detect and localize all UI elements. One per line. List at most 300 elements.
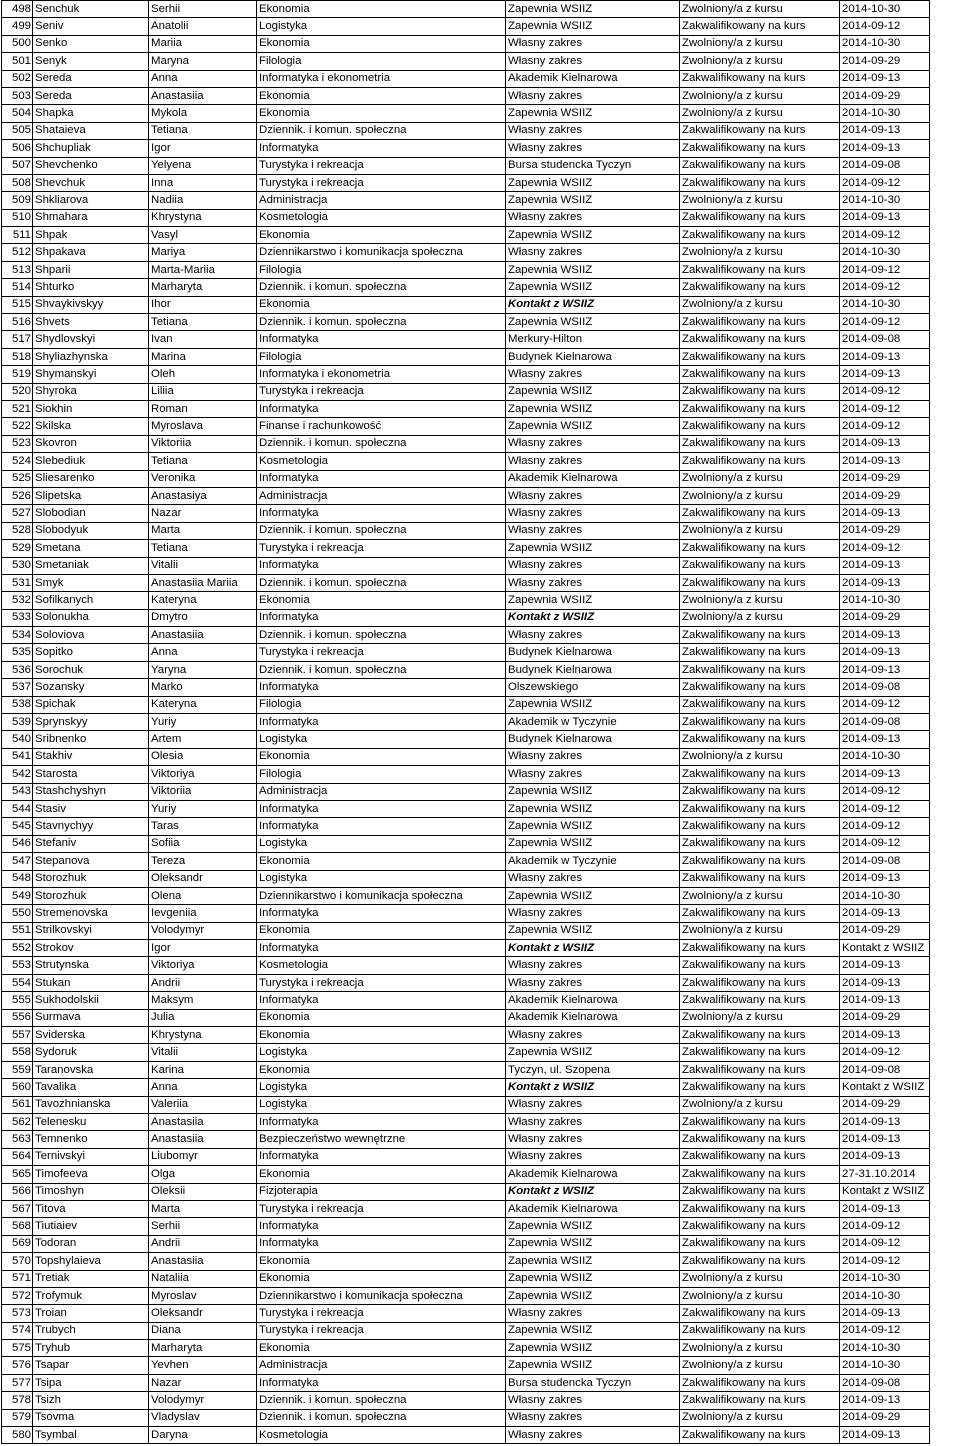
row-number-cell[interactable]: 537 — [2, 679, 33, 696]
field-of-study-cell[interactable]: Informatyka i ekonometria — [257, 366, 506, 383]
status-cell[interactable]: Zwolniony/a z kursu — [680, 1, 840, 18]
surname-cell[interactable]: Shturko — [33, 279, 149, 296]
field-of-study-cell[interactable]: Dziennikarstwo i komunikacja społeczna — [257, 887, 506, 904]
field-of-study-cell[interactable]: Turystyka i rekreacja — [257, 174, 506, 191]
row-number-cell[interactable]: 574 — [2, 1322, 33, 1339]
field-of-study-cell[interactable]: Informatyka — [257, 331, 506, 348]
field-of-study-cell[interactable]: Turystyka i rekreacja — [257, 644, 506, 661]
field-of-study-cell[interactable]: Ekonomia — [257, 105, 506, 122]
first-name-cell[interactable]: Nazar — [149, 505, 257, 522]
row-number-cell[interactable]: 555 — [2, 992, 33, 1009]
row-number-cell[interactable]: 561 — [2, 1096, 33, 1113]
surname-cell[interactable]: Soloviova — [33, 627, 149, 644]
surname-cell[interactable]: Timofeeva — [33, 1166, 149, 1183]
first-name-cell[interactable]: Ievgeniia — [149, 905, 257, 922]
field-of-study-cell[interactable]: Filologia — [257, 348, 506, 365]
accommodation-cell[interactable]: Zapewnia WSIIZ — [506, 696, 680, 713]
accommodation-cell[interactable]: Własny zakres — [506, 1027, 680, 1044]
field-of-study-cell[interactable]: Informatyka — [257, 609, 506, 626]
date-cell[interactable]: Kontakt z WSIIZ — [840, 1079, 930, 1096]
date-cell[interactable]: 2014-09-29 — [840, 1096, 930, 1113]
field-of-study-cell[interactable]: Ekonomia — [257, 1, 506, 18]
first-name-cell[interactable]: Marta-Mariia — [149, 261, 257, 278]
surname-cell[interactable]: Shapka — [33, 105, 149, 122]
accommodation-cell[interactable]: Budynek Kielnarowa — [506, 661, 680, 678]
accommodation-cell[interactable]: Własny zakres — [506, 1114, 680, 1131]
surname-cell[interactable]: Smyk — [33, 574, 149, 591]
first-name-cell[interactable]: Marko — [149, 679, 257, 696]
status-cell[interactable]: Zakwalifikowany na kurs — [680, 331, 840, 348]
accommodation-cell[interactable]: Zapewnia WSIIZ — [506, 592, 680, 609]
accommodation-cell[interactable]: Zapewnia WSIIZ — [506, 400, 680, 417]
row-number-cell[interactable]: 499 — [2, 18, 33, 35]
row-number-cell[interactable]: 532 — [2, 592, 33, 609]
surname-cell[interactable]: Shparii — [33, 261, 149, 278]
surname-cell[interactable]: Tavalika — [33, 1079, 149, 1096]
accommodation-cell[interactable]: Zapewnia WSIIZ — [506, 227, 680, 244]
accommodation-cell[interactable]: Kontakt z WSIIZ — [506, 609, 680, 626]
row-number-cell[interactable]: 573 — [2, 1305, 33, 1322]
field-of-study-cell[interactable]: Ekonomia — [257, 227, 506, 244]
accommodation-cell[interactable]: Własny zakres — [506, 522, 680, 539]
surname-cell[interactable]: Skilska — [33, 418, 149, 435]
first-name-cell[interactable]: Viktoriya — [149, 766, 257, 783]
date-cell[interactable]: 2014-10-30 — [840, 192, 930, 209]
field-of-study-cell[interactable]: Bezpieczeństwo wewnętrzne — [257, 1131, 506, 1148]
first-name-cell[interactable]: Tetiana — [149, 453, 257, 470]
accommodation-cell[interactable]: Akademik w Tyczynie — [506, 714, 680, 731]
date-cell[interactable]: 2014-10-30 — [840, 296, 930, 313]
row-number-cell[interactable]: 553 — [2, 957, 33, 974]
field-of-study-cell[interactable]: Turystyka i rekreacja — [257, 1200, 506, 1217]
surname-cell[interactable]: Shyliazhynska — [33, 348, 149, 365]
date-cell[interactable]: 2014-09-13 — [840, 435, 930, 452]
first-name-cell[interactable]: Marharyta — [149, 1340, 257, 1357]
field-of-study-cell[interactable]: Dziennik. i komun. społeczna — [257, 574, 506, 591]
field-of-study-cell[interactable]: Informatyka — [257, 714, 506, 731]
date-cell[interactable]: 2014-09-13 — [840, 1427, 930, 1444]
status-cell[interactable]: Zwolniony/a z kursu — [680, 1009, 840, 1026]
surname-cell[interactable]: Stavnychyy — [33, 818, 149, 835]
surname-cell[interactable]: Storozhuk — [33, 870, 149, 887]
date-cell[interactable]: 2014-09-12 — [840, 227, 930, 244]
date-cell[interactable]: 2014-09-13 — [840, 1131, 930, 1148]
status-cell[interactable]: Zakwalifikowany na kurs — [680, 835, 840, 852]
accommodation-cell[interactable]: Zapewnia WSIIZ — [506, 1287, 680, 1304]
accommodation-cell[interactable]: Własny zakres — [506, 870, 680, 887]
field-of-study-cell[interactable]: Dziennik. i komun. społeczna — [257, 1409, 506, 1426]
field-of-study-cell[interactable]: Turystyka i rekreacja — [257, 157, 506, 174]
row-number-cell[interactable]: 521 — [2, 400, 33, 417]
surname-cell[interactable]: Strokov — [33, 940, 149, 957]
first-name-cell[interactable]: Volodymyr — [149, 1392, 257, 1409]
first-name-cell[interactable]: Tetiana — [149, 314, 257, 331]
field-of-study-cell[interactable]: Logistyka — [257, 1079, 506, 1096]
row-number-cell[interactable]: 526 — [2, 487, 33, 504]
date-cell[interactable]: 2014-10-30 — [840, 1340, 930, 1357]
accommodation-cell[interactable]: Budynek Kielnarowa — [506, 731, 680, 748]
first-name-cell[interactable]: Myroslava — [149, 418, 257, 435]
accommodation-cell[interactable]: Zapewnia WSIIZ — [506, 783, 680, 800]
row-number-cell[interactable]: 542 — [2, 766, 33, 783]
surname-cell[interactable]: Shkliarova — [33, 192, 149, 209]
status-cell[interactable]: Zwolniony/a z kursu — [680, 748, 840, 765]
field-of-study-cell[interactable]: Dziennik. i komun. społeczna — [257, 1392, 506, 1409]
surname-cell[interactable]: Strilkovskyi — [33, 922, 149, 939]
first-name-cell[interactable]: Julia — [149, 1009, 257, 1026]
first-name-cell[interactable]: Inna — [149, 174, 257, 191]
status-cell[interactable]: Zakwalifikowany na kurs — [680, 1079, 840, 1096]
first-name-cell[interactable]: Yuriy — [149, 800, 257, 817]
surname-cell[interactable]: Sereda — [33, 87, 149, 104]
status-cell[interactable]: Zwolniony/a z kursu — [680, 487, 840, 504]
date-cell[interactable]: 2014-09-13 — [840, 627, 930, 644]
row-number-cell[interactable]: 541 — [2, 748, 33, 765]
surname-cell[interactable]: Surmava — [33, 1009, 149, 1026]
first-name-cell[interactable]: Olena — [149, 887, 257, 904]
field-of-study-cell[interactable]: Logistyka — [257, 18, 506, 35]
first-name-cell[interactable]: Olga — [149, 1166, 257, 1183]
date-cell[interactable]: 2014-09-12 — [840, 174, 930, 191]
surname-cell[interactable]: Tsizh — [33, 1392, 149, 1409]
accommodation-cell[interactable]: Akademik Kielnarowa — [506, 1009, 680, 1026]
first-name-cell[interactable]: Anastasiia Mariia — [149, 574, 257, 591]
surname-cell[interactable]: Sliesarenko — [33, 470, 149, 487]
surname-cell[interactable]: Shevchenko — [33, 157, 149, 174]
field-of-study-cell[interactable]: Ekonomia — [257, 592, 506, 609]
accommodation-cell[interactable]: Budynek Kielnarowa — [506, 644, 680, 661]
field-of-study-cell[interactable]: Informatyka — [257, 470, 506, 487]
row-number-cell[interactable]: 501 — [2, 53, 33, 70]
first-name-cell[interactable]: Kateryna — [149, 592, 257, 609]
accommodation-cell[interactable]: Zapewnia WSIIZ — [506, 1340, 680, 1357]
first-name-cell[interactable]: Khrystyna — [149, 1027, 257, 1044]
first-name-cell[interactable]: Nataliia — [149, 1270, 257, 1287]
date-cell[interactable]: 2014-09-13 — [840, 574, 930, 591]
status-cell[interactable]: Zwolniony/a z kursu — [680, 922, 840, 939]
first-name-cell[interactable]: Oleksandr — [149, 870, 257, 887]
surname-cell[interactable]: Shymanskyi — [33, 366, 149, 383]
row-number-cell[interactable]: 549 — [2, 887, 33, 904]
surname-cell[interactable]: Shchupliak — [33, 140, 149, 157]
field-of-study-cell[interactable]: Informatyka — [257, 1148, 506, 1165]
accommodation-cell[interactable]: Zapewnia WSIIZ — [506, 105, 680, 122]
accommodation-cell[interactable]: Własny zakres — [506, 209, 680, 226]
accommodation-cell[interactable]: Kontakt z WSIIZ — [506, 940, 680, 957]
date-cell[interactable]: 2014-09-08 — [840, 157, 930, 174]
status-cell[interactable]: Zakwalifikowany na kurs — [680, 870, 840, 887]
status-cell[interactable]: Zakwalifikowany na kurs — [680, 557, 840, 574]
surname-cell[interactable]: Stashchyshyn — [33, 783, 149, 800]
date-cell[interactable]: 2014-09-13 — [840, 661, 930, 678]
surname-cell[interactable]: Sviderska — [33, 1027, 149, 1044]
first-name-cell[interactable]: Sofiia — [149, 835, 257, 852]
date-cell[interactable]: 2014-09-12 — [840, 696, 930, 713]
surname-cell[interactable]: Timoshyn — [33, 1183, 149, 1200]
first-name-cell[interactable]: Serhii — [149, 1218, 257, 1235]
first-name-cell[interactable]: Igor — [149, 940, 257, 957]
surname-cell[interactable]: Taranovska — [33, 1061, 149, 1078]
first-name-cell[interactable]: Marta — [149, 522, 257, 539]
field-of-study-cell[interactable]: Informatyka — [257, 1218, 506, 1235]
status-cell[interactable]: Zakwalifikowany na kurs — [680, 400, 840, 417]
surname-cell[interactable]: Sereda — [33, 70, 149, 87]
field-of-study-cell[interactable]: Turystyka i rekreacja — [257, 1322, 506, 1339]
surname-cell[interactable]: Shydlovskyi — [33, 331, 149, 348]
status-cell[interactable]: Zakwalifikowany na kurs — [680, 1027, 840, 1044]
first-name-cell[interactable]: Mykola — [149, 105, 257, 122]
field-of-study-cell[interactable]: Dziennikarstwo i komunikacja społeczna — [257, 244, 506, 261]
field-of-study-cell[interactable]: Informatyka — [257, 992, 506, 1009]
accommodation-cell[interactable]: Zapewnia WSIIZ — [506, 279, 680, 296]
surname-cell[interactable]: Stukan — [33, 974, 149, 991]
status-cell[interactable]: Zakwalifikowany na kurs — [680, 696, 840, 713]
accommodation-cell[interactable]: Akademik Kielnarowa — [506, 470, 680, 487]
row-number-cell[interactable]: 570 — [2, 1253, 33, 1270]
row-number-cell[interactable]: 514 — [2, 279, 33, 296]
row-number-cell[interactable]: 543 — [2, 783, 33, 800]
row-number-cell[interactable]: 508 — [2, 174, 33, 191]
status-cell[interactable]: Zakwalifikowany na kurs — [680, 974, 840, 991]
surname-cell[interactable]: Shpak — [33, 227, 149, 244]
first-name-cell[interactable]: Tereza — [149, 853, 257, 870]
date-cell[interactable]: 2014-09-12 — [840, 261, 930, 278]
status-cell[interactable]: Zakwalifikowany na kurs — [680, 1061, 840, 1078]
first-name-cell[interactable]: Anastasiia — [149, 1253, 257, 1270]
field-of-study-cell[interactable]: Filologia — [257, 53, 506, 70]
date-cell[interactable]: 2014-09-08 — [840, 1061, 930, 1078]
row-number-cell[interactable]: 556 — [2, 1009, 33, 1026]
accommodation-cell[interactable]: Zapewnia WSIIZ — [506, 192, 680, 209]
accommodation-cell[interactable]: Własny zakres — [506, 957, 680, 974]
surname-cell[interactable]: Titova — [33, 1200, 149, 1217]
field-of-study-cell[interactable]: Informatyka — [257, 1114, 506, 1131]
status-cell[interactable]: Zakwalifikowany na kurs — [680, 435, 840, 452]
first-name-cell[interactable]: Marta — [149, 1200, 257, 1217]
surname-cell[interactable]: Tsapar — [33, 1357, 149, 1374]
surname-cell[interactable]: Telenesku — [33, 1114, 149, 1131]
status-cell[interactable]: Zwolniony/a z kursu — [680, 192, 840, 209]
status-cell[interactable]: Zakwalifikowany na kurs — [680, 383, 840, 400]
accommodation-cell[interactable]: Olszewskiego — [506, 679, 680, 696]
row-number-cell[interactable]: 518 — [2, 348, 33, 365]
first-name-cell[interactable]: Kateryna — [149, 696, 257, 713]
accommodation-cell[interactable]: Własny zakres — [506, 435, 680, 452]
accommodation-cell[interactable]: Własny zakres — [506, 974, 680, 991]
accommodation-cell[interactable]: Bursa studencka Tyczyn — [506, 1374, 680, 1391]
field-of-study-cell[interactable]: Dziennik. i komun. społeczna — [257, 279, 506, 296]
status-cell[interactable]: Zakwalifikowany na kurs — [680, 1183, 840, 1200]
date-cell[interactable]: 2014-09-08 — [840, 679, 930, 696]
accommodation-cell[interactable]: Merkury-Hilton — [506, 331, 680, 348]
accommodation-cell[interactable]: Własny zakres — [506, 487, 680, 504]
status-cell[interactable]: Zakwalifikowany na kurs — [680, 1200, 840, 1217]
first-name-cell[interactable]: Roman — [149, 400, 257, 417]
first-name-cell[interactable]: Yevhen — [149, 1357, 257, 1374]
field-of-study-cell[interactable]: Informatyka — [257, 1235, 506, 1252]
field-of-study-cell[interactable]: Dziennik. i komun. społeczna — [257, 314, 506, 331]
date-cell[interactable]: 2014-09-13 — [840, 140, 930, 157]
accommodation-cell[interactable]: Zapewnia WSIIZ — [506, 887, 680, 904]
row-number-cell[interactable]: 513 — [2, 261, 33, 278]
first-name-cell[interactable]: Anna — [149, 70, 257, 87]
surname-cell[interactable]: Stasiv — [33, 800, 149, 817]
field-of-study-cell[interactable]: Dziennikarstwo i komunikacja społeczna — [257, 1287, 506, 1304]
surname-cell[interactable]: Sydoruk — [33, 1044, 149, 1061]
date-cell[interactable]: 2014-10-30 — [840, 1, 930, 18]
date-cell[interactable]: 2014-09-29 — [840, 522, 930, 539]
date-cell[interactable]: 2014-09-08 — [840, 1374, 930, 1391]
accommodation-cell[interactable]: Zapewnia WSIIZ — [506, 800, 680, 817]
row-number-cell[interactable]: 552 — [2, 940, 33, 957]
status-cell[interactable]: Zwolniony/a z kursu — [680, 522, 840, 539]
row-number-cell[interactable]: 551 — [2, 922, 33, 939]
date-cell[interactable]: 2014-09-12 — [840, 818, 930, 835]
field-of-study-cell[interactable]: Informatyka — [257, 400, 506, 417]
date-cell[interactable]: 2014-09-13 — [840, 453, 930, 470]
accommodation-cell[interactable]: Zapewnia WSIIZ — [506, 1218, 680, 1235]
row-number-cell[interactable]: 512 — [2, 244, 33, 261]
first-name-cell[interactable]: Oleksandr — [149, 1305, 257, 1322]
date-cell[interactable]: 2014-09-29 — [840, 53, 930, 70]
row-number-cell[interactable]: 535 — [2, 644, 33, 661]
field-of-study-cell[interactable]: Administracja — [257, 1357, 506, 1374]
date-cell[interactable]: 2014-09-12 — [840, 400, 930, 417]
date-cell[interactable]: 2014-09-08 — [840, 714, 930, 731]
row-number-cell[interactable]: 545 — [2, 818, 33, 835]
accommodation-cell[interactable]: Własny zakres — [506, 244, 680, 261]
accommodation-cell[interactable]: Własny zakres — [506, 122, 680, 139]
first-name-cell[interactable]: Khrystyna — [149, 209, 257, 226]
row-number-cell[interactable]: 569 — [2, 1235, 33, 1252]
row-number-cell[interactable]: 505 — [2, 122, 33, 139]
field-of-study-cell[interactable]: Informatyka i ekonometria — [257, 70, 506, 87]
row-number-cell[interactable]: 517 — [2, 331, 33, 348]
accommodation-cell[interactable]: Bursa studencka Tyczyn — [506, 157, 680, 174]
field-of-study-cell[interactable]: Ekonomia — [257, 748, 506, 765]
date-cell[interactable]: 2014-09-13 — [840, 209, 930, 226]
status-cell[interactable]: Zwolniony/a z kursu — [680, 470, 840, 487]
row-number-cell[interactable]: 522 — [2, 418, 33, 435]
accommodation-cell[interactable]: Kontakt z WSIIZ — [506, 1183, 680, 1200]
accommodation-cell[interactable]: Własny zakres — [506, 505, 680, 522]
accommodation-cell[interactable]: Zapewnia WSIIZ — [506, 922, 680, 939]
row-number-cell[interactable]: 538 — [2, 696, 33, 713]
status-cell[interactable]: Zakwalifikowany na kurs — [680, 453, 840, 470]
accommodation-cell[interactable]: Własny zakres — [506, 366, 680, 383]
status-cell[interactable]: Zakwalifikowany na kurs — [680, 627, 840, 644]
surname-cell[interactable]: Shyroka — [33, 383, 149, 400]
status-cell[interactable]: Zakwalifikowany na kurs — [680, 122, 840, 139]
accommodation-cell[interactable]: Kontakt z WSIIZ — [506, 1079, 680, 1096]
row-number-cell[interactable]: 519 — [2, 366, 33, 383]
surname-cell[interactable]: Tsymbal — [33, 1427, 149, 1444]
date-cell[interactable]: 2014-09-13 — [840, 1027, 930, 1044]
first-name-cell[interactable]: Viktoriia — [149, 435, 257, 452]
surname-cell[interactable]: Shpakava — [33, 244, 149, 261]
row-number-cell[interactable]: 500 — [2, 35, 33, 52]
first-name-cell[interactable]: Anatolii — [149, 18, 257, 35]
first-name-cell[interactable]: Veronika — [149, 470, 257, 487]
accommodation-cell[interactable]: Zapewnia WSIIZ — [506, 418, 680, 435]
first-name-cell[interactable]: Diana — [149, 1322, 257, 1339]
row-number-cell[interactable]: 546 — [2, 835, 33, 852]
date-cell[interactable]: 2014-09-12 — [840, 279, 930, 296]
row-number-cell[interactable]: 531 — [2, 574, 33, 591]
accommodation-cell[interactable]: Własny zakres — [506, 574, 680, 591]
accommodation-cell[interactable]: Własny zakres — [506, 1409, 680, 1426]
first-name-cell[interactable]: Artem — [149, 731, 257, 748]
accommodation-cell[interactable]: Akademik Kielnarowa — [506, 1166, 680, 1183]
first-name-cell[interactable]: Liubomyr — [149, 1148, 257, 1165]
date-cell[interactable]: 2014-09-12 — [840, 1322, 930, 1339]
surname-cell[interactable]: Tretiak — [33, 1270, 149, 1287]
date-cell[interactable]: 2014-09-29 — [840, 922, 930, 939]
first-name-cell[interactable]: Anna — [149, 1079, 257, 1096]
surname-cell[interactable]: Tryhub — [33, 1340, 149, 1357]
surname-cell[interactable]: Shvaykivskyy — [33, 296, 149, 313]
date-cell[interactable]: 2014-10-30 — [840, 887, 930, 904]
surname-cell[interactable]: Slobodian — [33, 505, 149, 522]
first-name-cell[interactable]: Igor — [149, 140, 257, 157]
field-of-study-cell[interactable]: Dziennik. i komun. społeczna — [257, 522, 506, 539]
accommodation-cell[interactable]: Własny zakres — [506, 905, 680, 922]
first-name-cell[interactable]: Andrii — [149, 974, 257, 991]
surname-cell[interactable]: Solonukha — [33, 609, 149, 626]
row-number-cell[interactable]: 540 — [2, 731, 33, 748]
row-number-cell[interactable]: 564 — [2, 1148, 33, 1165]
field-of-study-cell[interactable]: Ekonomia — [257, 922, 506, 939]
field-of-study-cell[interactable]: Dziennik. i komun. społeczna — [257, 122, 506, 139]
accommodation-cell[interactable]: Własny zakres — [506, 53, 680, 70]
surname-cell[interactable]: Smetana — [33, 540, 149, 557]
date-cell[interactable]: 2014-10-30 — [840, 592, 930, 609]
surname-cell[interactable]: Tavozhnianska — [33, 1096, 149, 1113]
date-cell[interactable]: 2014-09-13 — [840, 366, 930, 383]
field-of-study-cell[interactable]: Ekonomia — [257, 1340, 506, 1357]
field-of-study-cell[interactable]: Ekonomia — [257, 1009, 506, 1026]
field-of-study-cell[interactable]: Finanse i rachunkowość — [257, 418, 506, 435]
status-cell[interactable]: Zwolniony/a z kursu — [680, 609, 840, 626]
row-number-cell[interactable]: 550 — [2, 905, 33, 922]
status-cell[interactable]: Zwolniony/a z kursu — [680, 1287, 840, 1304]
date-cell[interactable]: 2014-10-30 — [840, 35, 930, 52]
surname-cell[interactable]: Slipetska — [33, 487, 149, 504]
status-cell[interactable]: Zakwalifikowany na kurs — [680, 661, 840, 678]
surname-cell[interactable]: Strutynska — [33, 957, 149, 974]
date-cell[interactable]: 2014-09-12 — [840, 1253, 930, 1270]
first-name-cell[interactable]: Yelyena — [149, 157, 257, 174]
surname-cell[interactable]: Sprynskyy — [33, 714, 149, 731]
field-of-study-cell[interactable]: Filologia — [257, 696, 506, 713]
accommodation-cell[interactable]: Własny zakres — [506, 1096, 680, 1113]
row-number-cell[interactable]: 528 — [2, 522, 33, 539]
first-name-cell[interactable]: Vitalii — [149, 1044, 257, 1061]
field-of-study-cell[interactable]: Informatyka — [257, 940, 506, 957]
row-number-cell[interactable]: 577 — [2, 1374, 33, 1391]
first-name-cell[interactable]: Marharyta — [149, 279, 257, 296]
first-name-cell[interactable]: Mariia — [149, 35, 257, 52]
date-cell[interactable]: 2014-09-29 — [840, 487, 930, 504]
field-of-study-cell[interactable]: Administracja — [257, 487, 506, 504]
surname-cell[interactable]: Senchuk — [33, 1, 149, 18]
surname-cell[interactable]: Storozhuk — [33, 887, 149, 904]
accommodation-cell[interactable]: Zapewnia WSIIZ — [506, 1, 680, 18]
accommodation-cell[interactable]: Akademik Kielnarowa — [506, 992, 680, 1009]
date-cell[interactable]: 2014-09-13 — [840, 766, 930, 783]
date-cell[interactable]: 2014-09-12 — [840, 540, 930, 557]
surname-cell[interactable]: Spichak — [33, 696, 149, 713]
